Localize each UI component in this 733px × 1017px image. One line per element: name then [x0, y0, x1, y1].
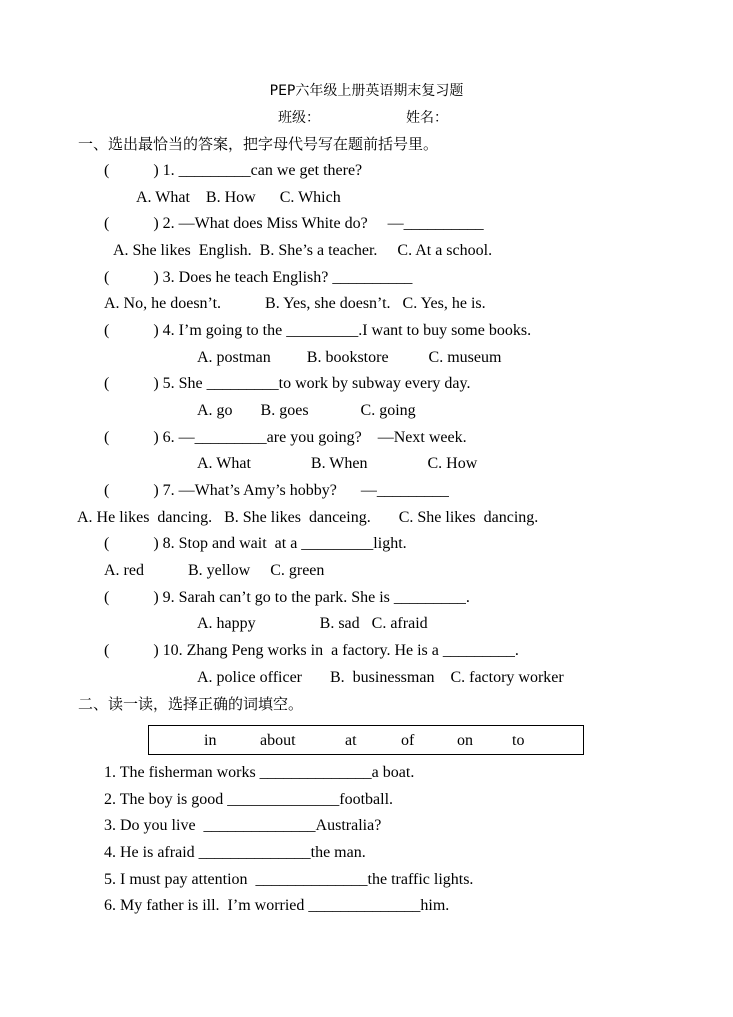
q3-options: A. No, he doesn’t. B. Yes, she doesn’t. C. Yes, he is. [104, 295, 486, 312]
section1-heading: 一、选出最恰当的答案，把字母代号写在题前括号里。 [78, 135, 439, 153]
class-label: 班级： [278, 110, 320, 126]
q5-stem: ( ) 5. She _________to work by subway every day. [104, 375, 471, 392]
word-bank-item: of [401, 732, 415, 749]
q1-stem: ( ) 1. _________can we get there? [104, 162, 363, 179]
q4-stem: ( ) 4. I’m going to the _________.I want to buy some books. [104, 322, 532, 339]
q5-options: A. go B. goes C. going [197, 402, 416, 419]
q2-options: A. She likes English. B. She’s a teacher. C. At a school. [113, 242, 493, 259]
page-title: PEP六年级上册英语期末复习题 [269, 83, 464, 99]
q6-options: A. What B. When C. How [197, 455, 478, 472]
q7-stem: ( ) 7. —What’s Amy’s hobby? —_________ [104, 482, 449, 499]
q1-options: A. What B. How C. Which [136, 189, 341, 206]
fill-item-2: 2. The boy is good ______________football. [104, 791, 394, 808]
q2-stem: ( ) 2. —What does Miss White do? —__________ [104, 215, 484, 232]
q7-options: A. He likes dancing. B. She likes danceing. C. She likes dancing. [77, 509, 539, 526]
q10-stem: ( ) 10. Zhang Peng works in a factory. He is a _________. [104, 642, 519, 659]
word-bank-box [148, 725, 584, 755]
q8-options: A. red B. yellow C. green [104, 562, 325, 579]
word-bank-item: at [345, 732, 357, 749]
fill-item-3: 3. Do you live ______________Australia? [104, 817, 382, 834]
name-label: 姓名： [406, 110, 448, 126]
q6-stem: ( ) 6. —_________are you going? —Next week. [104, 429, 467, 446]
q3-stem: ( ) 3. Does he teach English? __________ [104, 269, 413, 286]
q8-stem: ( ) 8. Stop and wait at a _________light. [104, 535, 407, 552]
fill-item-1: 1. The fisherman works ______________a boat. [104, 764, 415, 781]
q4-options: A. postman B. bookstore C. museum [197, 349, 502, 366]
q9-options: A. happy B. sad C. afraid [197, 615, 428, 632]
word-bank-item: on [457, 732, 473, 749]
section2-heading: 二、读一读，选择正确的词填空。 [78, 695, 304, 713]
word-bank-item: in [204, 732, 217, 749]
fill-item-5: 5. I must pay attention ______________the traffic lights. [104, 871, 474, 888]
word-bank-item: about [260, 732, 296, 749]
q10-options: A. police officer B. businessman C. factory worker [197, 669, 564, 686]
fill-item-6: 6. My father is ill. I’m worried ______________him. [104, 897, 450, 914]
q9-stem: ( ) 9. Sarah can’t go to the park. She is _________. [104, 589, 470, 606]
word-bank-item: to [512, 732, 525, 749]
fill-item-4: 4. He is afraid ______________the man. [104, 844, 366, 861]
